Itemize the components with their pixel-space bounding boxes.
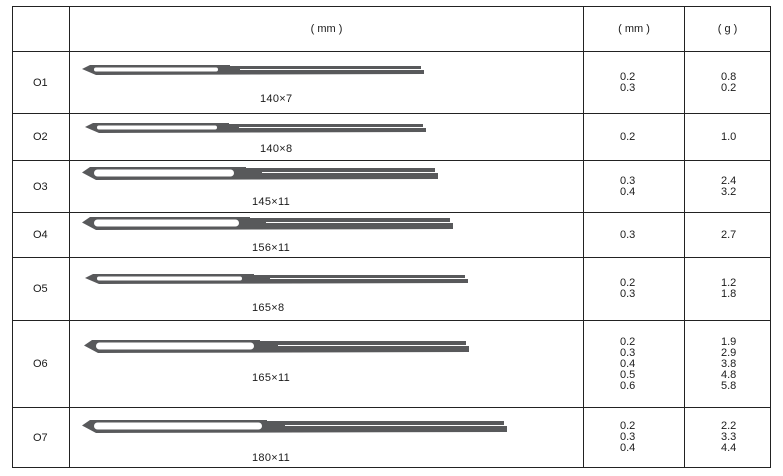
thickness-cell [584, 114, 685, 161]
blade-slot [94, 170, 234, 177]
blade-code: O6 [13, 321, 70, 408]
blade-code: O1 [13, 52, 70, 114]
table-row [13, 213, 771, 258]
blade-slot [97, 277, 242, 281]
thickness-value: 0.4 [620, 442, 636, 454]
blade-drawing-icon [70, 258, 583, 320]
blade-dimension: 140×7 [260, 93, 293, 105]
weight-value: 2.9 [721, 346, 737, 359]
blade-stem-gap [266, 222, 454, 223]
thickness-cell [584, 52, 685, 114]
weight-value: 3.3 [721, 431, 737, 443]
thickness-value: 0.3 [620, 228, 636, 241]
blade-stem-gap [270, 278, 469, 279]
header-code [13, 7, 70, 52]
thickness-value: 0.2 [620, 70, 636, 83]
blade-drawing-icon [70, 321, 583, 407]
blade-stem-gap [278, 345, 470, 346]
weight-value: 4.4 [721, 442, 737, 454]
blade-slot [94, 220, 239, 227]
thickness-value: 0.3 [620, 81, 636, 94]
table-row [13, 114, 771, 161]
weight-value: 2.2 [721, 420, 737, 432]
blade-dimension: 180×11 [252, 452, 290, 464]
header-row [13, 7, 771, 52]
thickness-cell [584, 408, 685, 468]
blade-code: O2 [13, 114, 70, 161]
weight-value: 5.8 [721, 379, 737, 392]
blade-dimension: 156×11 [252, 242, 290, 254]
blade-figure-cell [70, 258, 584, 321]
weight-value: 1.9 [721, 335, 737, 348]
blade-code: O7 [13, 408, 70, 468]
thickness-value: 0.5 [620, 368, 636, 381]
weight-cell [685, 408, 771, 468]
weight-cell [685, 161, 771, 213]
table-row [13, 52, 771, 114]
blade-code: O4 [13, 213, 70, 258]
blade-stem-gap [285, 425, 508, 426]
blade-figure-cell [70, 114, 584, 161]
blade-drawing-icon [70, 161, 583, 212]
blade-slot [94, 68, 218, 72]
table-row [13, 321, 771, 408]
thickness-value: 0.2 [620, 130, 636, 143]
blade-dimension: 165×8 [252, 302, 285, 314]
weight-cell [685, 258, 771, 321]
weight-value: 2.4 [721, 174, 737, 187]
weight-value: 0.8 [721, 70, 737, 83]
blade-code: O5 [13, 258, 70, 321]
weight-cell [685, 52, 771, 114]
header-thickness: ( mm ) [584, 7, 685, 52]
blade-drawing-icon [70, 52, 583, 113]
blade-figure-cell [70, 52, 584, 114]
weight-cell [685, 213, 771, 258]
thickness-value: 0.2 [620, 277, 636, 289]
weight-cell [685, 321, 771, 408]
blade-dimension: 145×11 [252, 196, 290, 208]
weight-cell [685, 114, 771, 161]
thickness-value: 0.4 [620, 357, 636, 370]
blade-spec-table [12, 6, 771, 468]
blade-slot [94, 423, 262, 430]
thickness-value: 0.3 [620, 431, 636, 443]
thickness-cell [584, 161, 685, 213]
weight-value: 0.2 [721, 81, 737, 94]
weight-value: 1.8 [721, 288, 737, 300]
blade-dimension: 165×11 [252, 372, 290, 384]
blade-dimension: 140×8 [260, 143, 293, 155]
blade-drawing-icon [70, 213, 583, 257]
blade-stem-gap [240, 69, 425, 70]
table-row [13, 258, 771, 321]
blade-code: O3 [13, 161, 70, 213]
blade-figure-cell [70, 161, 584, 213]
thickness-value: 0.2 [620, 420, 636, 432]
thickness-value: 0.2 [620, 335, 636, 348]
thickness-cell [584, 258, 685, 321]
blade-slot [96, 343, 254, 350]
thickness-value: 0.3 [620, 288, 636, 300]
blade-figure-cell [70, 321, 584, 408]
thickness-value: 0.6 [620, 379, 636, 392]
blade-drawing-icon [70, 408, 583, 467]
thickness-cell [584, 321, 685, 408]
blade-figure-cell [70, 408, 584, 468]
weight-value: 1.2 [721, 277, 737, 289]
thickness-cell [584, 213, 685, 258]
table-row [13, 161, 771, 213]
thickness-value: 0.4 [620, 185, 636, 198]
header-weight: ( g ) [685, 7, 771, 52]
weight-value: 3.2 [721, 185, 737, 198]
weight-value: 3.8 [721, 357, 737, 370]
blade-figure-cell [70, 213, 584, 258]
weight-value: 2.7 [721, 228, 737, 241]
weight-value: 4.8 [721, 368, 737, 381]
header-size: ( mm ) [70, 7, 584, 52]
thickness-value: 0.3 [620, 174, 636, 187]
blade-drawing-icon [70, 114, 583, 160]
weight-value: 1.0 [721, 130, 737, 143]
blade-slot [97, 126, 217, 130]
blade-stem-gap [262, 172, 439, 173]
thickness-value: 0.3 [620, 346, 636, 359]
blade-stem-gap [239, 127, 427, 128]
table-row [13, 408, 771, 468]
